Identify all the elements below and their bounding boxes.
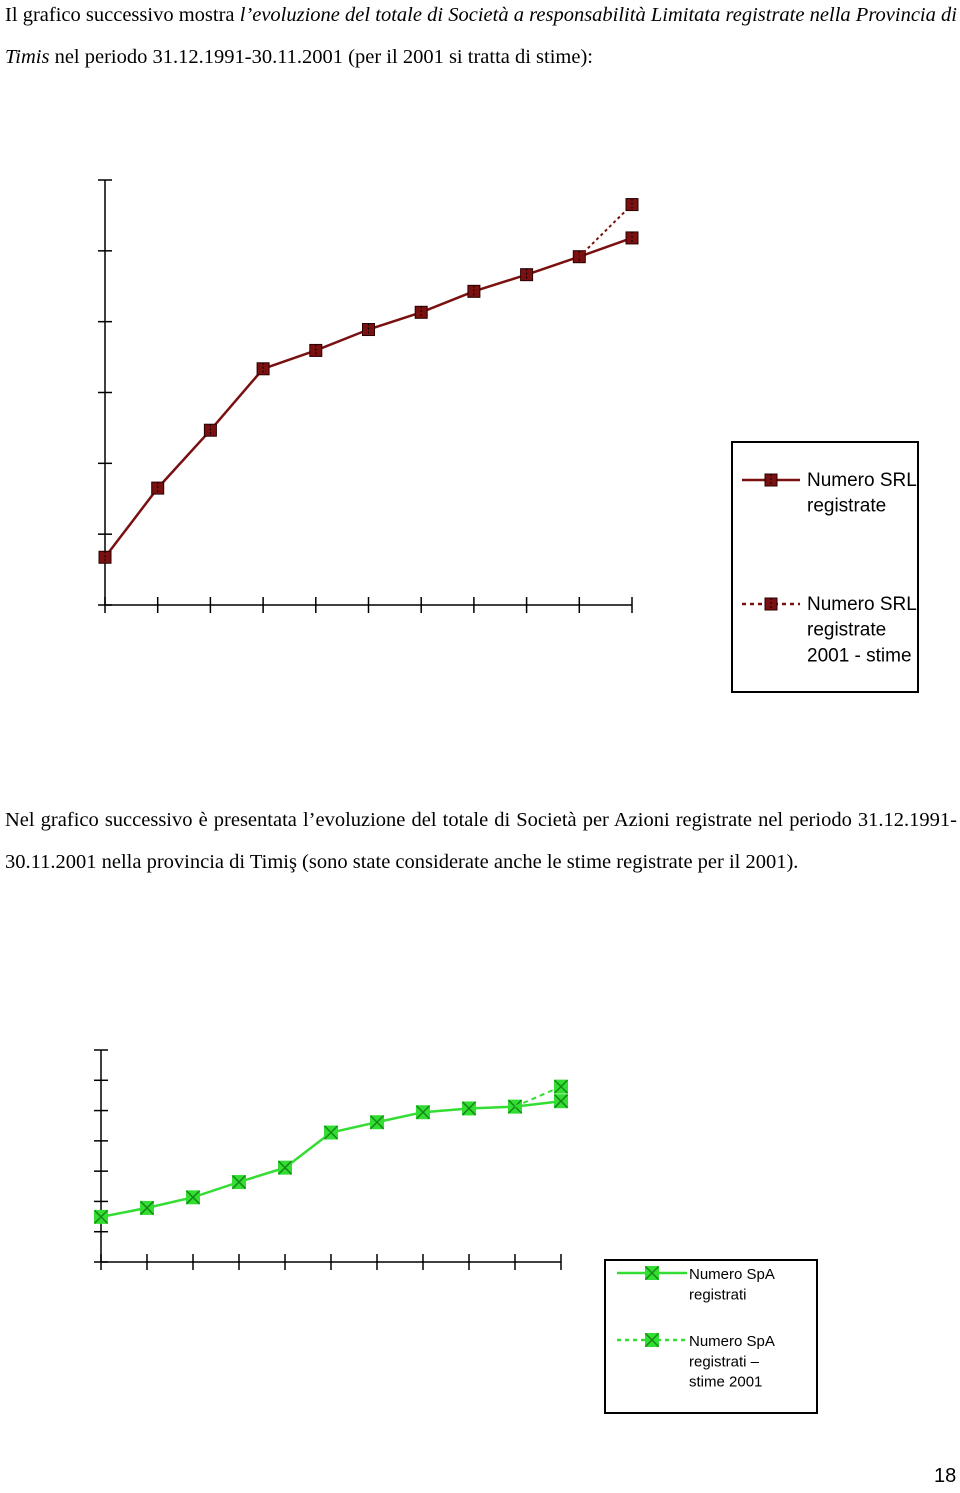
legend-label bbox=[689, 1266, 775, 1303]
legend-label bbox=[689, 1333, 775, 1391]
page-number: 18 bbox=[934, 1465, 957, 1487]
legend-label-line: registrati bbox=[689, 1286, 747, 1304]
legend-label-line: Numero SpA bbox=[689, 1266, 775, 1283]
paragraph-spa-intro: Nel grafico successivo è presentata l’evoluzione del totale di Società per Azioni registrate nel periodo 31.12.1991-30.11.2001 nella provincia di Timiş (sono state considerate anche le stime registrate per il 2001). bbox=[5, 809, 957, 873]
series-line bbox=[101, 1101, 561, 1217]
paragraph-srl-intro-c: nel periodo 31.12.1991-30.11.2001 (per il 2001 si tratta di stime): bbox=[49, 46, 593, 68]
legend-label-line: Numero SRL bbox=[807, 594, 917, 615]
paragraph-srl-intro-b: l’evoluzione del totale di Società a responsabilità Limitata registrate nella Provincia di Timis bbox=[5, 4, 957, 68]
legend-label-line: registrate bbox=[807, 619, 887, 641]
legend-label-line: registrati – bbox=[689, 1353, 760, 1371]
legend-label-line: Numero SRL bbox=[807, 470, 917, 491]
paragraph-srl-intro-a: Il grafico successivo mostra bbox=[5, 4, 240, 26]
legend-label-line: registrate bbox=[807, 495, 887, 517]
legend-label-line: 2001 - stime bbox=[807, 645, 912, 667]
legend-label-line: stime 2001 bbox=[689, 1373, 763, 1391]
legend-label-line: Numero SpA bbox=[689, 1333, 775, 1350]
